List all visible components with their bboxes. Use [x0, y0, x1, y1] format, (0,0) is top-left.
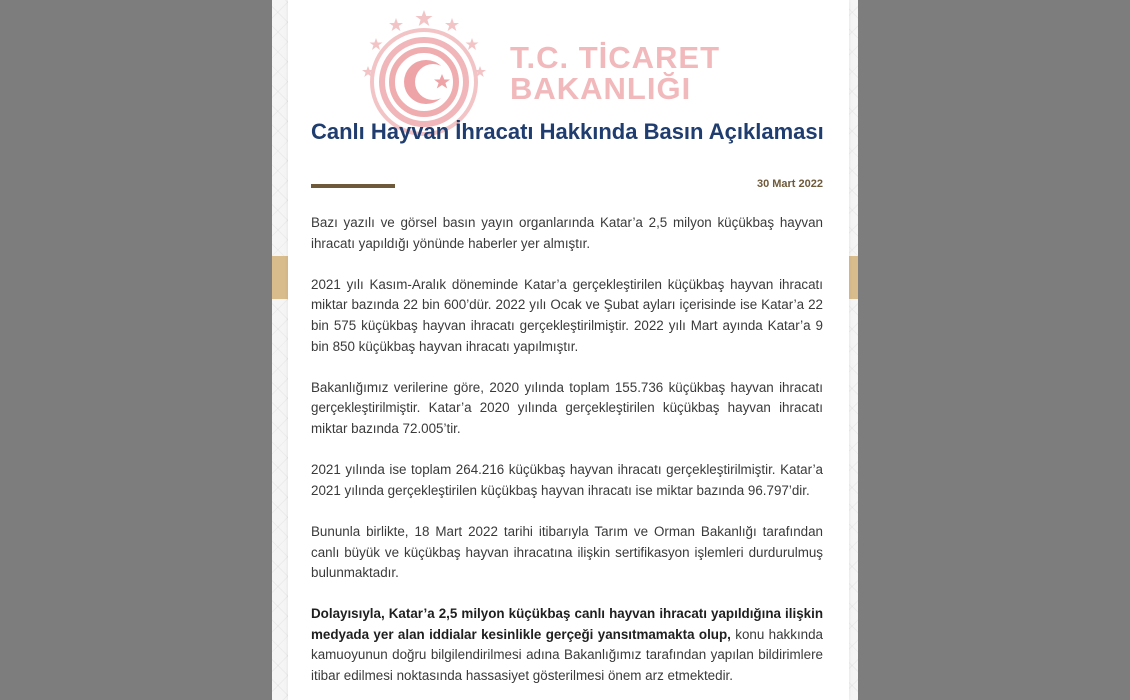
paragraph: Bakanlığımız verilerine göre, 2020 yılında toplam 155.736 küçükbaş hayvan ihracatı gerçekleştirilmiştir. Katar’a 2020 yılında gerçekleştirilen küçükbaş hayvan ihracatı miktar bazında 72.005’tir. — [311, 379, 823, 436]
final-paragraph-rest: konu hakkında kamuoyunun doğru bilgilendirilmesi adına Bakanlığımız tarafından yapılan bildirimlere itibar edilmesi noktasında hassasiyet gösterilmesi önem arz etmektedir. — [311, 626, 824, 684]
ministry-logo-text — [510, 42, 720, 104]
article-body — [311, 213, 823, 700]
paragraph: Bununla birlikte, 18 Mart 2022 tarihi itibarıyla Tarım ve Orman Bakanlığı tarafından canlı büyük ve küçükbaş hayvan ihracatına ilişkin sertifikasyon işlemleri durdurulmuş bulunmaktadır. — [311, 523, 823, 581]
paragraph: 2021 yılında ise toplam 264.216 küçükbaş hayvan ihracatı gerçekleştirilmiştir. Katar’a 2021 yılında gerçekleştirilen küçükbaş hayvan ihracatı ise miktar bazında 96.797’dir. — [311, 462, 823, 498]
final-paragraph-bold: Dolayısıyla, Katar’a 2,5 milyon küçükbaş canlı hayvan ihracatı yapıldığına ilişkin medyada yer alan iddialar kesinlikle gerçeği yansıtmamakta olup, — [311, 606, 823, 642]
publish-date: 30 Mart 2022 — [756, 178, 823, 190]
title-divider — [311, 184, 395, 188]
logo-line-1: T.C. TİCARET — [510, 40, 721, 75]
paragraph: Bazı yazılı ve görsel basın yayın organlarında Katar’a 2,5 milyon küçükbaş hayvan ihracatı yapıldığı yönünde haberler yer almıştır. — [311, 215, 823, 251]
page-title: Canlı Hayvan İhracatı Hakkında Basın Açıklaması — [311, 119, 824, 144]
press-release-card — [288, 0, 849, 700]
final-paragraph — [311, 604, 823, 686]
logo-line-2: BAKANLIĞI — [510, 71, 692, 106]
paragraph: 2021 yılı Kasım-Aralık döneminde Katar’a gerçekleştirilen küçükbaş hayvan ihracatı miktar bazında 22 bin 600’dür. 2022 yılı Ocak ve Şubat ayları içerisinde ise Katar’a 22 bin 575 küçükbaş hayvan ihracatı gerçekleştirilmiştir. 2022 yılı Mart ayında Katar’a 9 bin 850 küçükbaş hayvan ihracatı yapılmıştır. — [311, 276, 823, 354]
